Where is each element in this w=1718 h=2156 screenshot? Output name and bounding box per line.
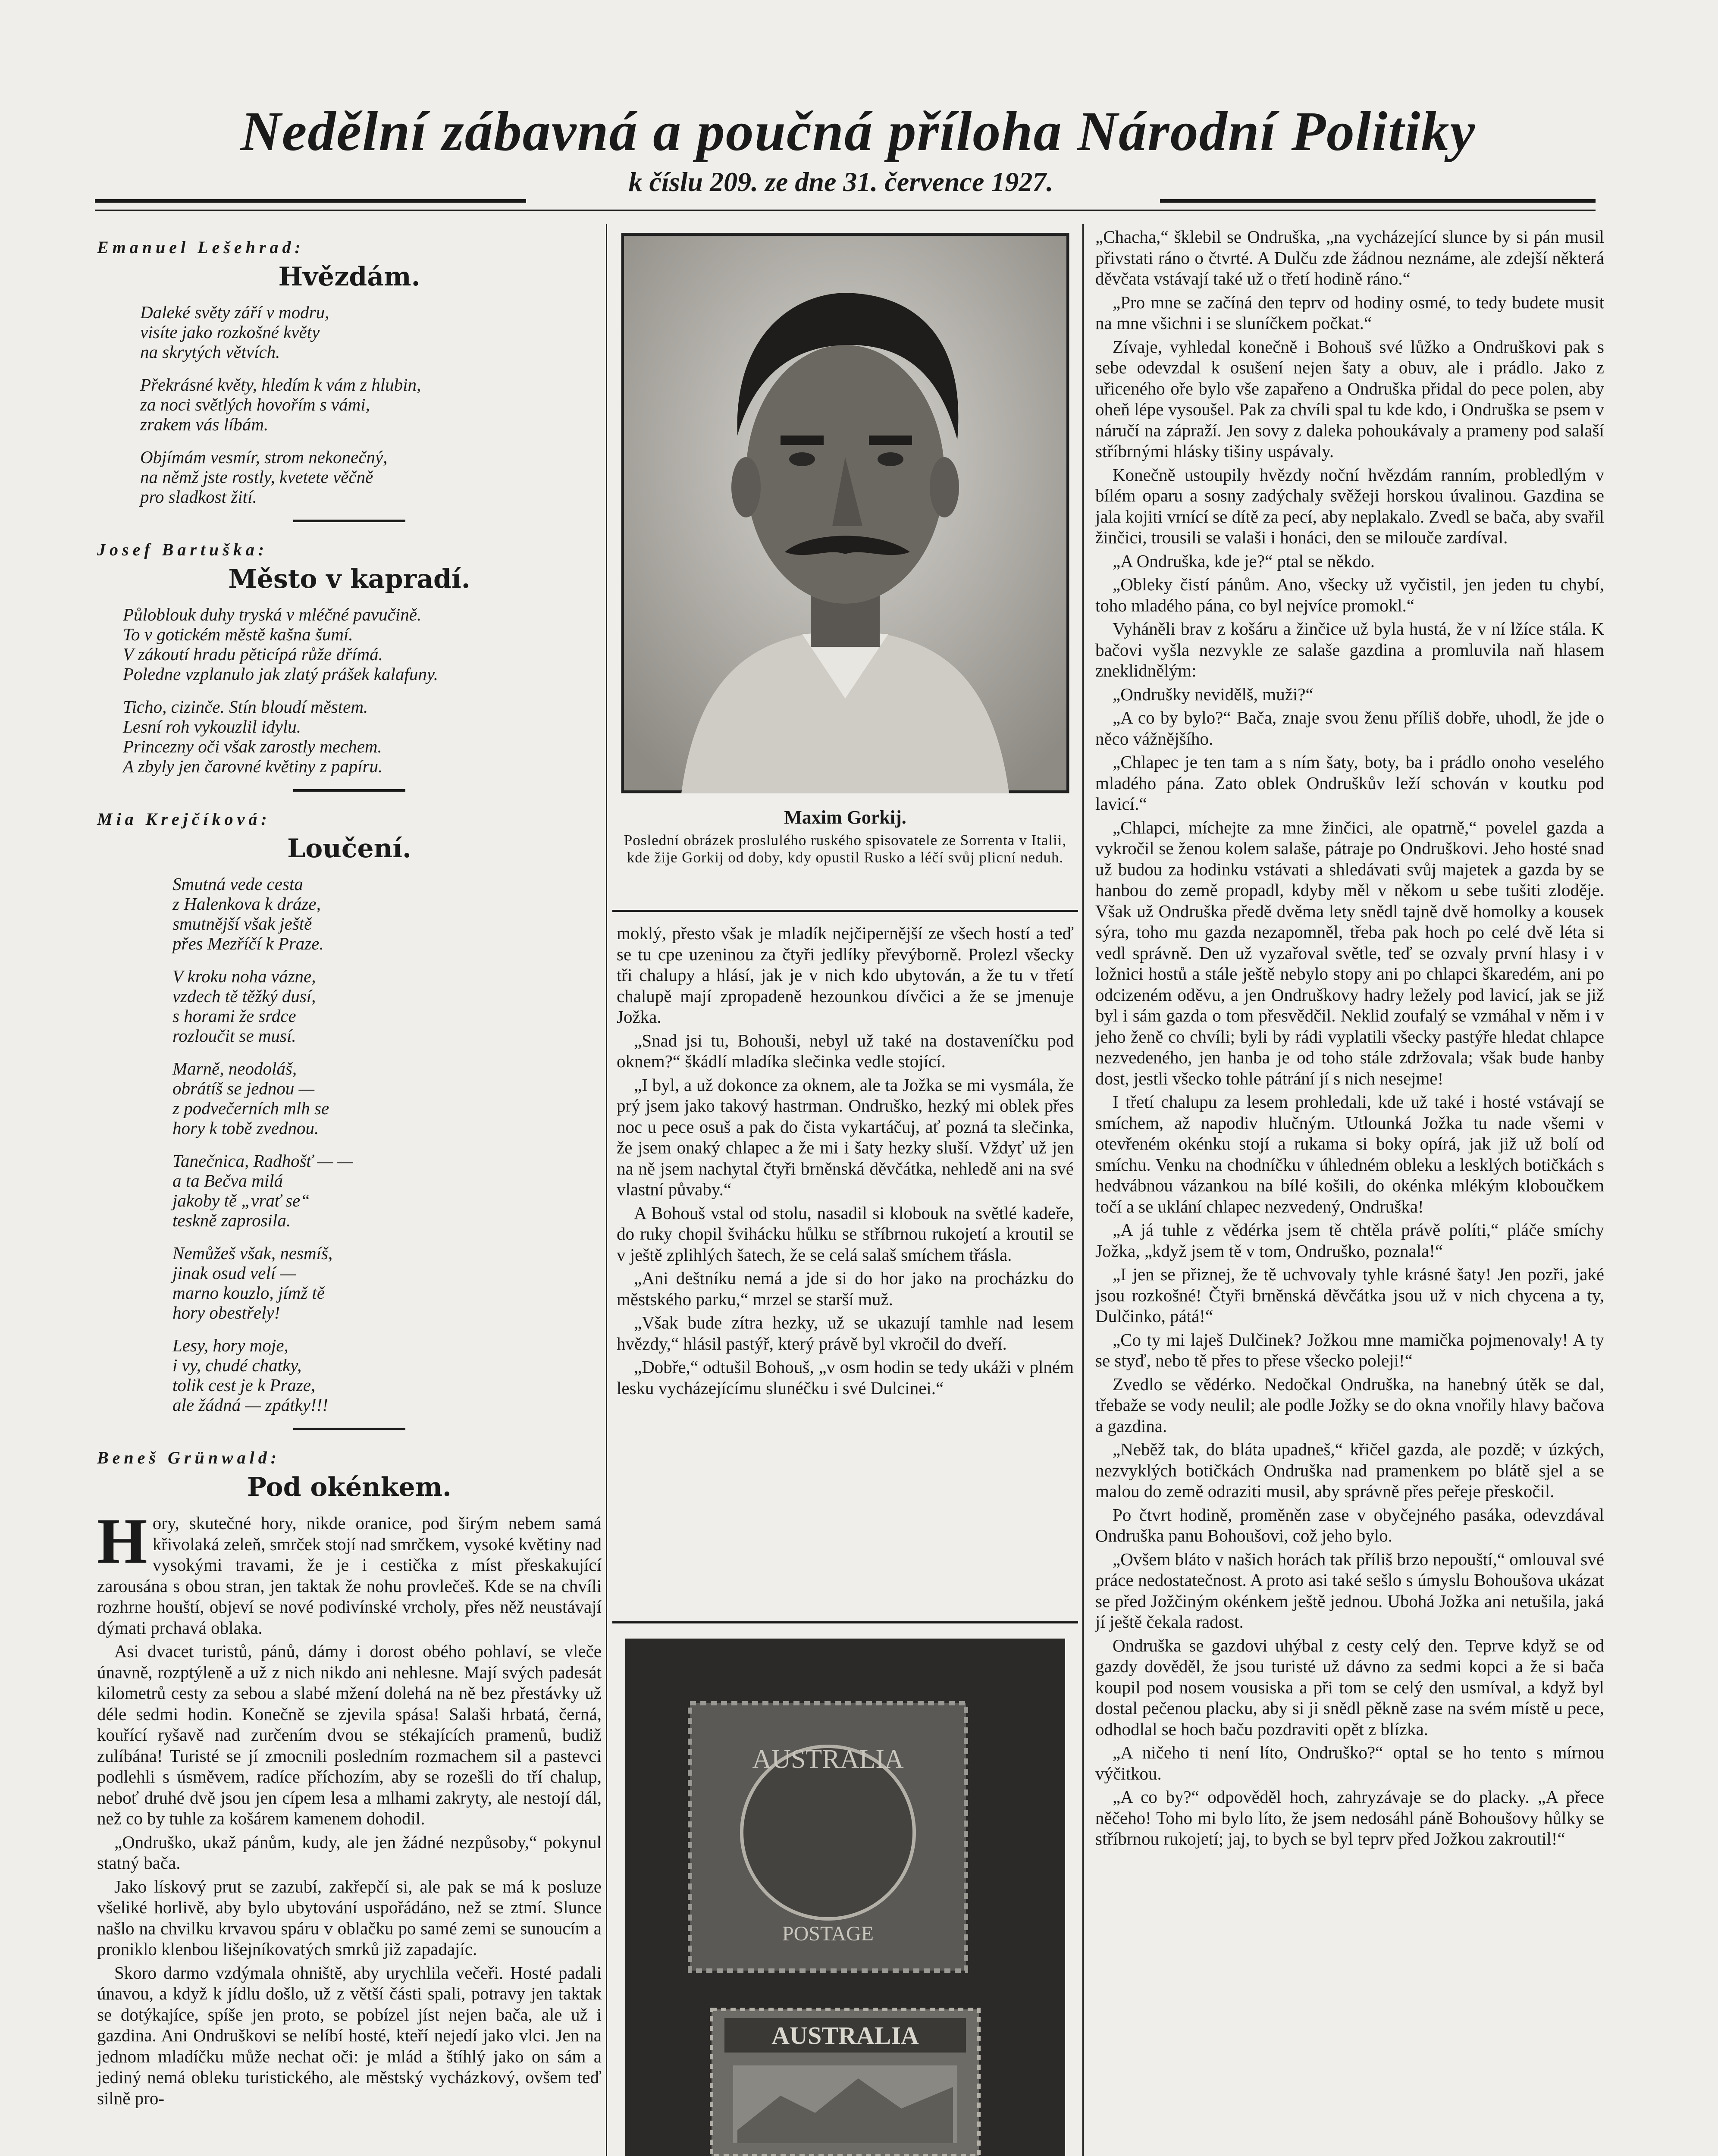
story-paragraph: „Však bude zítra hezky, už se ukazují tamhle nad lesem hvězdy,“ hlásil pastýř, který právě byl vkročil do dveří. [617, 1313, 1074, 1354]
stamp2-label: AUSTRALIA [771, 2021, 919, 2049]
story-paragraph: Hory, skutečné hory, nikde oranice, pod širým nebem samá křivolaká zeleň, smrček stojí nad smrčkem, vysoké květiny nad vysokými travami, že je i cestička z míst přeskakující zarousána s obou stran, jen taktak že nohu provlečeš. Kde se na chvíli rozhrne houští, objeví se nové podivínské vrcholy, přes něž neustávají dýmati prchavá oblaka. [97, 1505, 602, 1638]
poem-title: Hvězdám. [278, 262, 420, 292]
poem-stanza: Překrásné květy, hledím k vám z hlubin, za noci světlých hovořím s vámi, zrakem vás líbám. [140, 375, 421, 434]
story-paragraph: Zívaje, vyhledal konečně i Bohouš své lůžko a Ondruškovi pak s sebe odevzdal k osušení nejen šaty a obuv, ale i prádlo. Jako z uřiceného oře bylo vše zapařeno a Ondruška přidal do pece polen, aby oheň lépe vysoušel. Pak za chvíli spal tu kde kdo, i Ondruška se psem v náručí na zápraží. Jen sovy z daleka pohoukávaly a prameny pod salaší stříbrnými hlásky tišiny uspávaly. [1095, 336, 1604, 461]
portrait-caption-text: Poslední obrázek proslulého ruského spisovatele ze Sorrenta v Italii, kde žije Gorkij od doby, kdy opustil Rusko a léčí svůj plicní neduh. [624, 832, 1067, 866]
poem-stanza: Marně, neodoláš, obrátíš se jednou — z podvečerních mlh se hory k tobě zvednou. [172, 1059, 329, 1138]
poem-stanza: Nemůžeš však, nesmíš, jinak osud velí — marno kouzlo, jímž tě hory obestřely! [172, 1243, 333, 1322]
story-paragraph: „I jen se přiznej, že tě uchvovaly tyhle krásné šaty! Jen pozři, jaké jsou rozkošné! Čtyři brněnská děvčátka jsou už v nich chycena a ty, Dulčinko, pátá!“ [1095, 1264, 1604, 1326]
story-paragraph: „Obleky čistí pánům. Ano, všecky už vyčistil, jen jeden tu chybí, toho mladého pána, co byl nejvíce promokl.“ [1095, 574, 1604, 615]
column-divider-1 [606, 224, 607, 2156]
story-paragraph: „Dobře,“ odtušil Bohouš, „v osm hodin se tedy ukáži v plném lesku vycházejícímu slunéčku i své Dulcinei.“ [617, 1357, 1074, 1398]
story-paragraph: A Bohouš vstal od stolu, nasadil si klobouk na světlé kadeře, do ruky chopil švihácku hůlku se stříbrnou rukojetí a kroutil se v ještě zplihlých šatech, že se celá salaš smíchem třásla. [617, 1203, 1074, 1265]
portrait-rule [612, 910, 1078, 912]
drop-cap: H [97, 1505, 147, 1577]
story-paragraph: „A co by?“ odpověděl hoch, zahryzávaje se do placky. „A přece něčeho! Toho mi bylo líto, že jsem nedosáhl páně Bohoušovy hůlky se stříbrnou rukojetí; jaj, to bych se byl teprv před Jožkou zakroutil!“ [1095, 1787, 1604, 1849]
poem-stanza: Lesy, hory moje, i vy, chudé chatky, tolik cest je k Praze, ale žádná — zpátky!!! [172, 1335, 328, 1415]
gorkij-portrait [621, 233, 1069, 793]
poem-title: Město v kapradí. [228, 564, 470, 594]
poem-stanza: Půloblouk duhy tryská v mléčné pavučině. To v gotickém městě kašna šumí. V zákoutí hradu pěticípá růže dřímá. Poledne vzplanulo jak zlatý prášek kalafuny. [123, 605, 439, 684]
story-paragraph: Zvedlo se vědérko. Nedočkal Ondruška, na hanebný útěk se dal, třebaže se vody neulil; ale podle Jožky se do okna vnořily hlavy bačova a gazdina. [1095, 1374, 1604, 1436]
section-separator [293, 520, 405, 522]
story-paragraph: „A Ondruška, kde je?“ ptal se někdo. [1113, 551, 1375, 571]
story-paragraph: Konečně ustoupily hvězdy noční hvězdám ranním, probledlým v bílém oparu a sosny zadýchaly svěžeji horskou úvalinou. Gazdina se jala kojiti vrnící se dítě za pecí, aby neplakalo. Zvedl se bača, aby svařil žinčici, trousili se valaši i honáci, den se milouče zardíval. [1095, 464, 1604, 547]
story-paragraph: Jako lískový prut se zazubí, zakřepčí si, ale pak se má k posluze všeliké horlivě, aby bylo ubytování uspořádáno, než se ztmí. Slunce našlo na chvilku krvavou spáru v oblačku po samé zemi se sunoucím a proniklo klenbou lišejníkovatých smrků již zapadajíc. [97, 1876, 602, 1959]
story-paragraph: „Ovšem bláto v našich horách tak příliš brzo nepouští,“ omlouval své práce nedostatečnost. A proto asi také sešlo s úmyslu Bohoušova ukázat se před Jožčiným okénkem ještě jednou. Ubohá Jožka ani netušila, jaká jí ještě čekala radost. [1095, 1549, 1604, 1632]
stamps-photo [625, 1639, 1065, 2156]
story-paragraph: Po čtvrt hodině, proměněn zase v obyčejného pasáka, odevzdával Ondruška panu Bohoušovi, což jeho bylo. [1095, 1504, 1604, 1545]
story-body [97, 1505, 602, 2109]
stamps-image [625, 1639, 1065, 2156]
story-paragraph: „Ani deštníku nemá a jde si do hor jako na procházku do městského parku,“ mrzel se starší muž. [617, 1268, 1074, 1309]
stamp1-label: AUSTRALIA [752, 1745, 904, 1774]
poem-author: Mia Krejčíková: [97, 809, 271, 829]
story-paragraph: „A ničeho ti není líto, Ondruško?“ optal se ho tento s mírnou výčitkou. [1095, 1742, 1604, 1783]
masthead-rule-left [95, 199, 526, 203]
masthead-rule-right [1160, 199, 1596, 203]
story-paragraph: „Co ty mi laješ Dulčinek? Jožkou mne mamička pojmenovaly! A ty se styď, nebo tě přes to přese všecko poleji!“ [1095, 1329, 1604, 1370]
masthead-subtitle: k číslu 209. ze dne 31. července 1927. [628, 166, 1053, 197]
poem-hvezdam [97, 237, 602, 507]
story-paragraph: „I byl, a už dokonce za oknem, ale ta Jožka se mi vysmála, že prý jsem jako takový hastrman. Ondruško, hezký mi oblek přes noc u pece osuš a pak do čista vykartáčuj, ať pozná ta slečinka, že jsem onaký chlapec a že mi i šaty hezky sluší. Vždyť už jen na ně jsem nachytal čtyři brněnská děvčátka, nehledě ani na své vlastní půvaby.“ [617, 1075, 1074, 1199]
story-paragraph: „Pro mne se začíná den teprv od hodiny osmé, to tedy budete musit na mne všichni i se sluníčkem počkat.“ [1095, 292, 1604, 333]
story-paragraph: „Neběž tak, do bláta upadneš,“ křičel gazda, ale pozdě; v úzkých, nezvyklých botičkách Ondruška nad pramenkem po blátě sjel a se malou do země odraziti musil, aby správně přes peřeje přeskočil. [1095, 1439, 1604, 1501]
story-paragraph: „Chacha,“ šklebil se Ondruška, „na vycházející slunce by si pán musil přivstati ráno o čtvrté. A Dulču zde žádnou neznáme, ale zdejší některá děvčata vstávají také už o třetí hodině ráno.“ [1095, 227, 1604, 288]
story-paragraph: I třetí chalupu za lesem prohledali, kde už také i hosté vstávají se smíchem, až napodiv hlučným. Utlounká Jožka tu nade všemi v otevřeném okénku stojí a rukama si boky opírá, jak již už bolí od smíchu. Venku na chodníčku v úhledném obleku a lesklých botičkách s hedvábnou vázankou na bílé košili, do okénka mlékým kloboučkem točí a se uklání chlapec nezvedený, Ondruška! [1095, 1092, 1604, 1216]
poem-louceni [97, 809, 602, 1415]
story-paragraph: „Ondruško, ukaž pánům, kudy, ale jen žádné nezpůsoby,“ pokynul statný bača. [97, 1832, 602, 1873]
poem-stanza: V kroku noha vázne, vzdech tě těžký dusí, s horami že srdce rozloučit se musí. [172, 966, 316, 1046]
story-pod-okenkem [97, 1448, 602, 2109]
masthead-rule-bottom [95, 210, 1596, 211]
story-title: Pod okénkem. [247, 1472, 451, 1502]
portrait-caption [617, 806, 1074, 866]
poem-stanza: Daleké světy září v modru, visíte jako rozkošné květy na skrytých větvích. [140, 302, 329, 362]
column-1 [97, 237, 602, 2111]
story-paragraph: „Snad jsi tu, Bohouši, nebyl už také na dostaveníčku pod oknem?“ škádlí mladíka slečinka vedle stojící. [617, 1030, 1074, 1071]
poem-title: Loučení. [287, 834, 411, 864]
masthead-title: Nedělní zábavná a poučná příloha Národní Politiky [240, 100, 1476, 163]
poem-stanza: Smutná vede cesta z Halenkova k dráze, smutnější však ještě přes Mezříčí k Praze. [172, 874, 324, 953]
section-separator [293, 1428, 405, 1430]
poem-author: Emanuel Lešehrad: [97, 238, 304, 257]
stamps-rule [612, 1621, 1078, 1623]
column-divider-2 [1082, 224, 1084, 2156]
poem-stanza: Ticho, cizinče. Stín bloudí městem. Lesní roh vykouzlil idylu. Princezny oči však zarostly mechem. A zbyly jen čarovné květiny z papíru. [123, 697, 383, 776]
column-2-text [617, 923, 1074, 1401]
story-paragraph: Skoro darmo vzdýmala ohniště, aby urychlila večeři. Hosté padali únavou, a když k jídlu došlo, už z větší části spali, potravy jen taktak se dotýkajíce, spíše jen proto, se pobízel jíst nejen bača, ale už i gazdina. Ani Ondruškovi se nelíbí hosté, kteří nejedí jako vlci. Jen na jednom mladíčku může nechat oči: je mlád a štíhlý jako on sám a jediný nemá obleku turistického, ale městský vycházkový, ovšem teď silně pro- [97, 1962, 602, 2108]
story-paragraph: Vyháněli brav z košáru a žinčice už byla hustá, že v ní lžíce stála. K bačovi vyšla nezvykle ze salaše gazdina a promluvila naň hlasem zneklidnělým: [1095, 619, 1604, 680]
story-paragraph: „A já tuhle z vědérka jsem tě chtěla právě políti,“ pláče smíchy Jožka, „když jsem tě v tom, Ondruško, poznala!“ [1095, 1220, 1604, 1261]
story-paragraph: „A co by bylo?“ Bača, znaje svou ženu příliš dobře, uhodl, že jde o něco vážnějšího. [1095, 708, 1604, 749]
section-separator [293, 789, 405, 792]
story-author: Beneš Grünwald: [97, 1448, 281, 1467]
stamp1-postage: POSTAGE [782, 1922, 874, 1945]
poem-stanza: Objímám vesmír, strom nekonečný, na němž jste rostly, kvetete věčně pro sladkost žití. [140, 447, 388, 507]
story-paragraph: „Ondrušky nevidělš, muži?“ [1113, 684, 1314, 704]
story-paragraph: Asi dvacet turistů, pánů, dámy i dorost obého pohlaví, se vleče únavně, rozptýleně a už z nich nikdo ani nehlesne. Mají svých padesát kilometrů cesty za sebou a slabé mžení dolehá na ně bez přestávky už déle sedmi hodin. Konečně se zjevila spása! Salaši hrbatá, černá, kouřící ryšavě nad zurčením dvou se stékajících pramenů, budiž zulíbána! Turisté se jí zmocnili posledním rozmachem sil a pastevci podlehli s úsměvem, radíce příchozím, aby se rozešli do tří chalup, neboť druhé dvě jsou jen cípem lesa a mlhami zakryty, ale nestojí dál, než co by tuhle za košárem kamenem dohodil. [97, 1641, 602, 1828]
poem-author: Josef Bartuška: [97, 540, 268, 559]
poem-mesto [97, 539, 602, 776]
poem-stanza: Tanečnica, Radhošť — — a ta Bečva milá jakoby tě „vrať se“ teskně zaprosila. [172, 1151, 353, 1230]
portrait-image [621, 233, 1069, 793]
column-3-text [1095, 226, 1604, 1852]
story-paragraph: Ondruška se gazdovi uhýbal z cesty celý den. Teprve když se od gazdy dověděl, že jsou turisté už dávno za sedmi kopci a že si bača koupil pod nosem vousiska a při tom se celý den usmíval, a když byl dostal pečenou placku, aby si ji snědl pěkně zase na svém místě u pece, odhodlal se hoch baču pozdraviti opět z blízka. [1095, 1635, 1604, 1739]
story-paragraph: „Chlapec je ten tam a s ním šaty, boty, ba i prádlo onoho veselého mladého pána. Zato oblek Ondruškův leží schován v koutku pod lavicí.“ [1095, 752, 1604, 814]
portrait-caption-name: Maxim Gorkij. [784, 807, 906, 828]
story-paragraph: moklý, přesto však je mladík nejčipernější ze všech hostí a teď se tu cpe uzeninou za čtyři jedlíky převýborně. Prolezl všecky tři chalupy a hlásí, jak je v nich kdo ubytován, a že tu v třetí chalupě mají zpropadeně hezounkou dívčici a že se jmenuje Jožka. [617, 923, 1074, 1027]
story-paragraph: „Chlapci, míchejte za mne žinčici, ale opatrně,“ povelel gazda a vykročil se ženou kolem salaše, pátraje po Ondruškovi. Jeho hosté snad už budou za hodinku vstávati a shledávati svůj majetek a gazda by se hanbou do země propadl, kdyby měl v někom u sebe tušiti zloděje. Však už Ondruška předě dvěma lety snědl tajně dvě homolky a kousek sýra, toho mu gazda nezapomněl, třeba pak hoch po celé dvě léta si vedl správně. Den už vyzařoval světle, teď se ozvaly první hlasy i v ložnici hostů a stále ještě nebylo stopy ani po chlapci škaredém, ani po odcizeném oděvu, a jen Ondruškovy hadry ležely pod lavicí, jak se již byl i sám gazda o tom přesvědčil. Neklid zoufalý se vzmáhal v něm i v jeho ženě co chvíli; byli by rádi vyplatili všecky pastýře hledat chlapce nezvedeného, jen hanba je od toho stále zdržovala; však bude hanby dost, jestli všecko tohle pátrání jí s nich nesejme! [1095, 817, 1604, 1088]
